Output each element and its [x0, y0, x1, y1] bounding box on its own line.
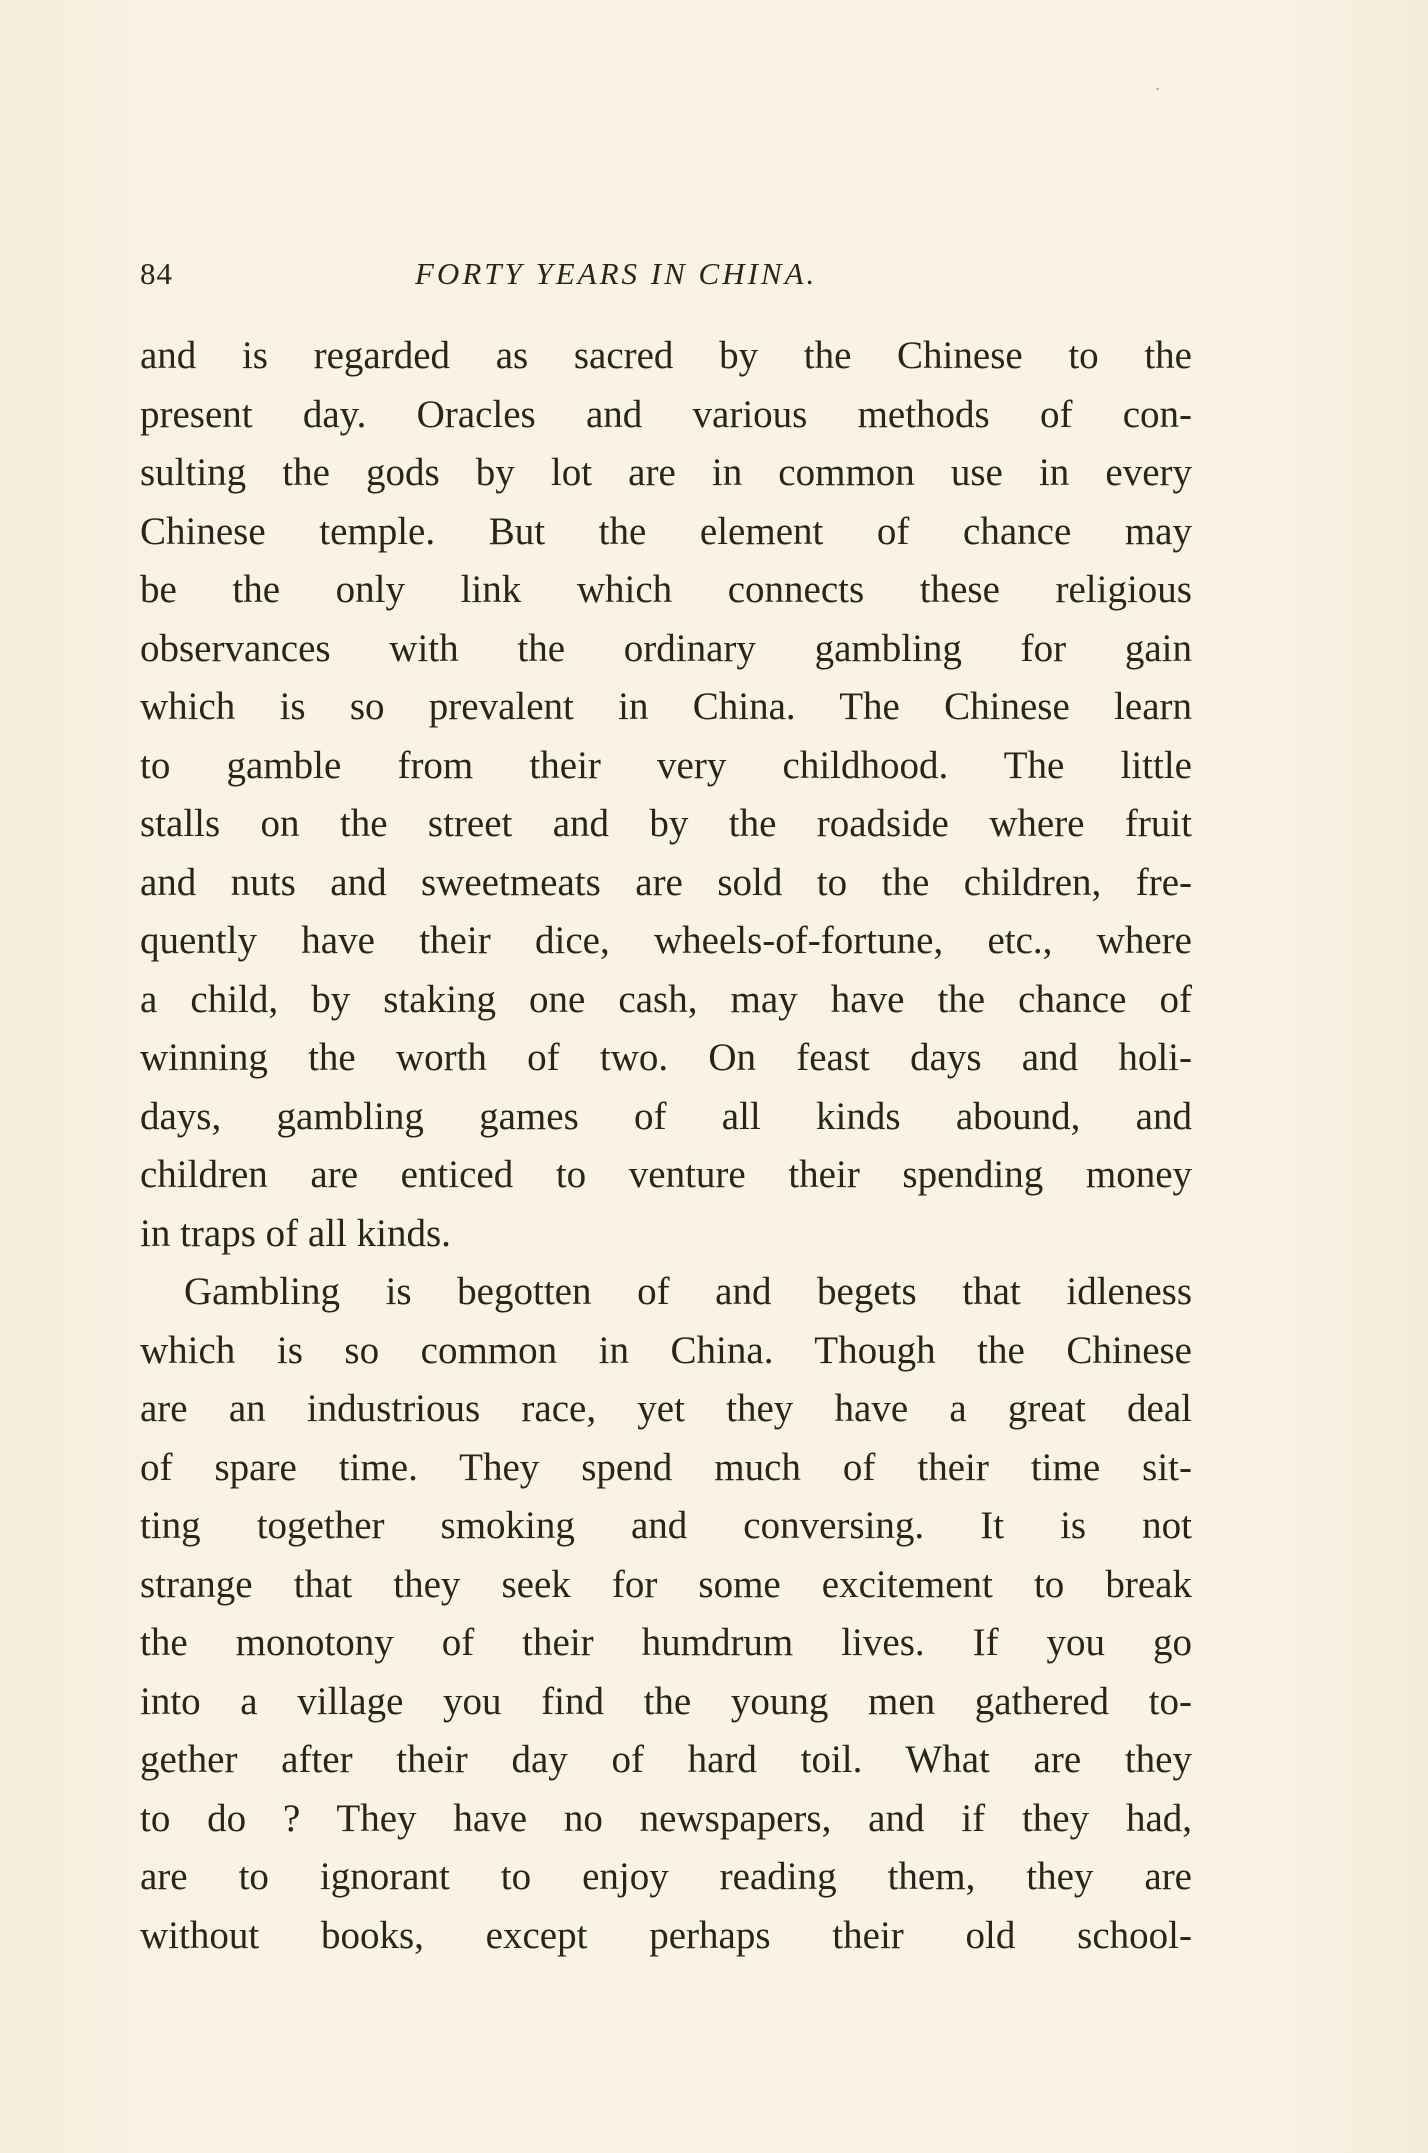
text-line: days, gambling games of all kinds abound, and	[140, 1094, 1192, 1138]
paper-speck	[1156, 88, 1159, 90]
body-text	[140, 327, 1192, 1965]
text-line: children are enticed to venture their spending money	[140, 1153, 1192, 1196]
text-line: stalls on the street and by the roadside where fruit	[140, 802, 1192, 845]
text-line: a child, by staking one cash, may have the chance of	[140, 977, 1192, 1021]
text-line: sulting the gods by lot are in common use in every	[140, 451, 1192, 494]
page-number: 84	[140, 256, 173, 291]
text-line: are to ignorant to enjoy reading them, they are	[140, 1855, 1192, 1898]
text-line: quently have their dice, wheels-of-fortune, etc., where	[140, 919, 1192, 962]
text-line: the monotony of their humdrum lives. If you go	[140, 1621, 1192, 1664]
page-header	[140, 256, 1192, 296]
text-line: strange that they seek for some excitement to break	[140, 1562, 1192, 1606]
text-line: ting together smoking and conversing. It is not	[140, 1504, 1192, 1547]
text-line: present day. Oracles and various methods of con-	[140, 392, 1192, 436]
text-line: and is regarded as sacred by the Chinese to the	[140, 334, 1192, 377]
text-line: of spare time. They spend much of their time sit-	[140, 1445, 1192, 1489]
text-line: without books, except perhaps their old school-	[140, 1913, 1192, 1957]
text-line: in traps of all kinds.	[140, 1211, 451, 1255]
text-line: and nuts and sweetmeats are sold to the children, fre-	[140, 860, 1192, 904]
text-line: are an industrious race, yet they have a great deal	[140, 1387, 1192, 1430]
text-line: Chinese temple. But the element of chance may	[140, 509, 1192, 553]
text-line: Gambling is begotten of and begets that idleness	[184, 1270, 1192, 1313]
text-line: which is so common in China. Though the Chinese	[140, 1328, 1192, 1372]
text-line: to gamble from their very childhood. The little	[140, 743, 1192, 787]
text-line: be the only link which connects these religious	[140, 568, 1192, 611]
text-line: to do ? They have no newspapers, and if they had,	[140, 1796, 1192, 1840]
running-title: FORTY YEARS IN CHINA.	[415, 256, 818, 291]
text-line: gether after their day of hard toil. What are they	[140, 1738, 1192, 1781]
text-line: which is so prevalent in China. The Chinese learn	[140, 685, 1192, 728]
text-line: into a village you find the young men gathered to-	[140, 1679, 1192, 1723]
text-line: observances with the ordinary gambling for gain	[140, 626, 1192, 670]
text-line: winning the worth of two. On feast days and holi-	[140, 1036, 1192, 1079]
